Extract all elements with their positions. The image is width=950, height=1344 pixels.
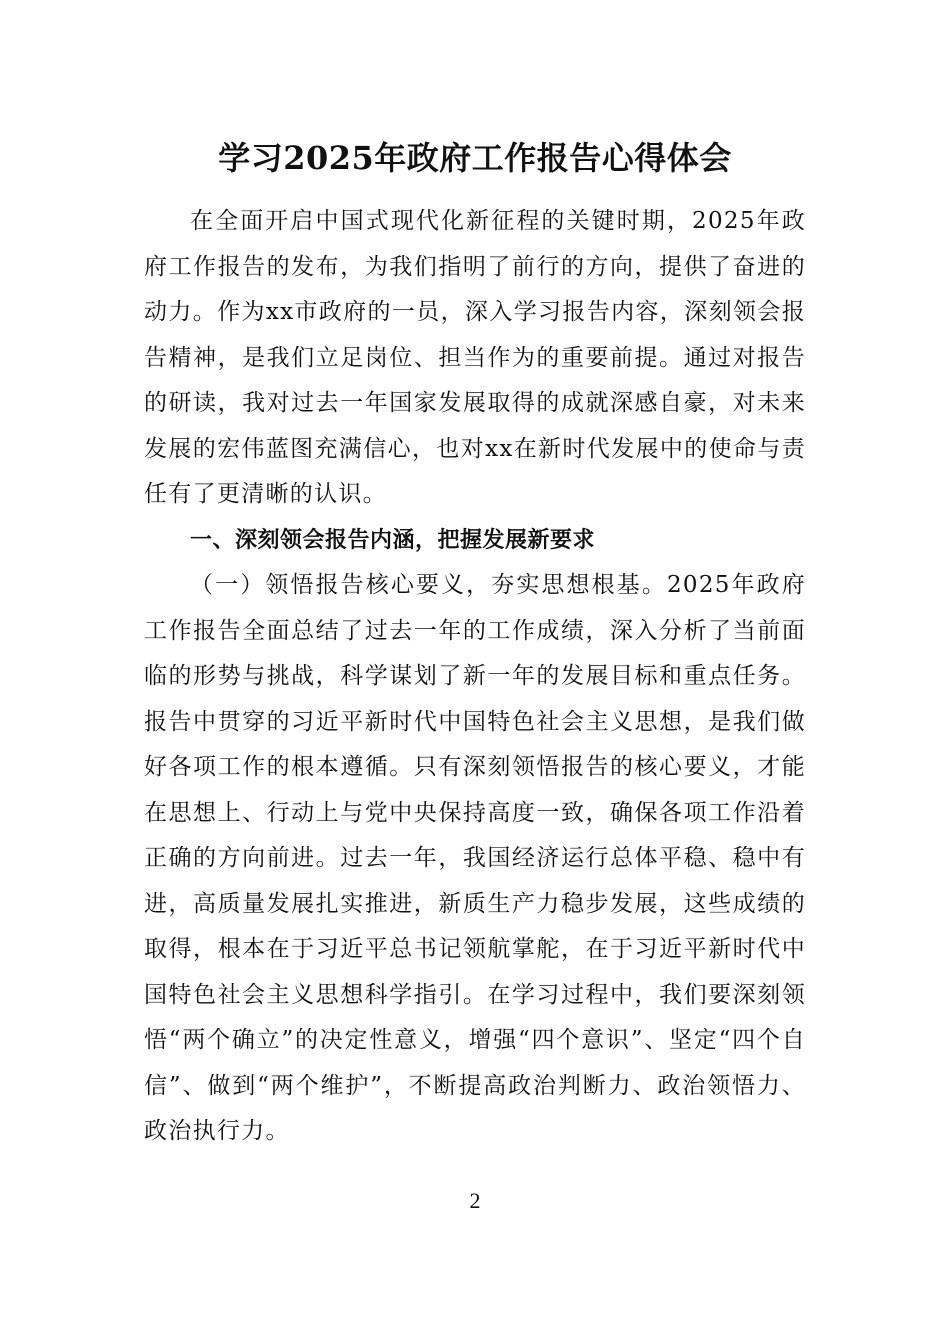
page-number: 2 <box>469 1188 481 1213</box>
intro-paragraph: 在全面开启中国式现代化新征程的关键时期，2025年政府工作报告的发布，为我们指明了前行的方向，提供了奋进的动力。作为xx市政府的一员，深入学习报告内容，深刻领会报告精神，是我们立足岗位、担当作为的重要前提。通过对报告的研读，我对过去一年国家发展取得的成就深感自豪，对未来发展的宏伟蓝图充满信心，也对xx在新时代发展中的使命与责任有了更清晰的认识。 <box>144 208 806 507</box>
document-title: 学习2025年政府工作报告心得体会 <box>218 139 732 177</box>
document-body <box>144 132 806 1155</box>
section-heading: 一、深刻领会报告内涵，把握发展新要求 <box>190 527 596 553</box>
subsection-paragraph: （一）领悟报告核心要义，夯实思想根基。2025年政府工作报告全面总结了过去一年的工作成绩，深入分析了当前面临的形势与挑战，科学谋划了新一年的发展目标和重点任务。报告中贯穿的习近平新时代中国特色社会主义思想，是我们做好各项工作的根本遵循。只有深刻领悟报告的核心要义，才能在思想上、行动上与党中央保持高度一致，确保各项工作沿着正确的方向前进。过去一年，我国经济运行总体平稳、稳中有进，高质量发展扎实推进，新质生产力稳步发展，这些成绩的取得，根本在于习近平总书记领航掌舵，在于习近平新时代中国特色社会主义思想科学指引。在学习过程中，我们要深刻领悟“两个确立”的决定性意义，增强“四个意识”、坚定“四个自信”、做到“两个维护”，不断提高政治判断力、政治领悟力、政治执行力。 <box>144 572 806 1144</box>
